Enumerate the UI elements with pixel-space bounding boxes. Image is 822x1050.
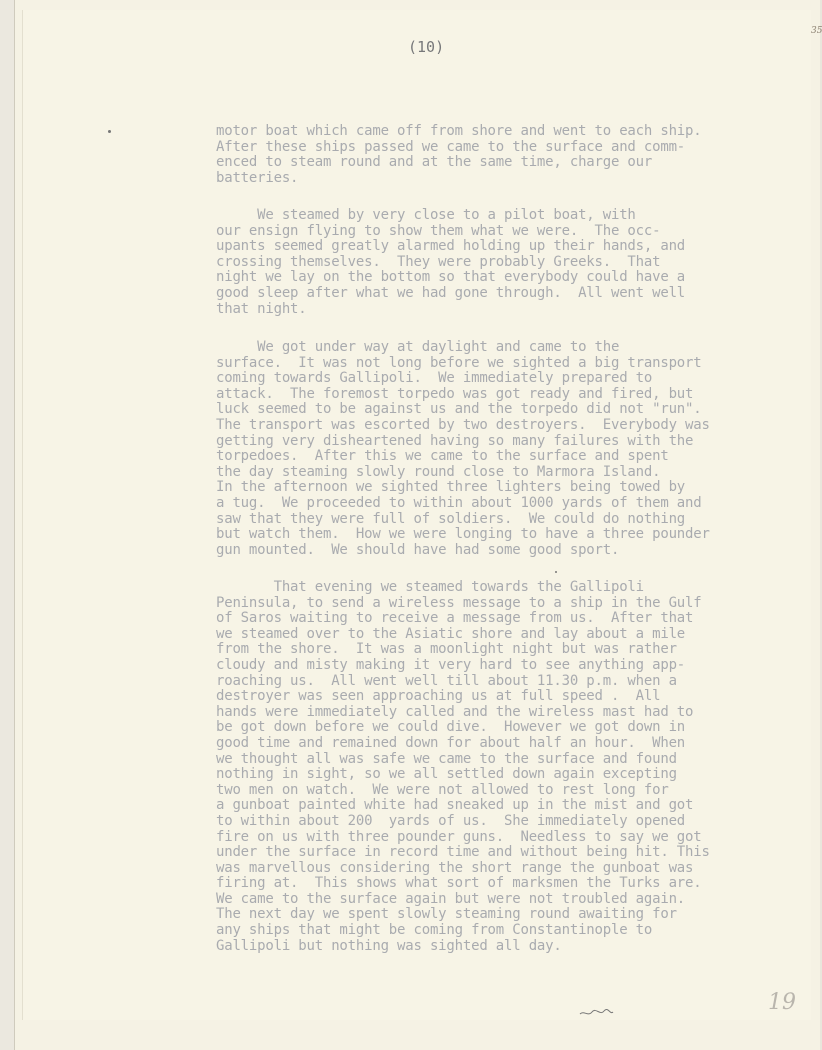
paragraph-4 (216, 580, 806, 954)
text-line: the day steaming slowly round close to Marmora Island. (216, 463, 661, 480)
text-line: a tug. We proceeded to within about 1000 yards of them and (216, 494, 702, 511)
ink-scribble-mark (578, 1008, 614, 1018)
text-line: nothing in sight, so we all settled down again excepting (216, 766, 677, 783)
text-line: night we lay on the bottom so that everybody could have a (216, 269, 686, 286)
text-line: motor boat which came off from shore and went to each ship. (216, 123, 702, 139)
pencil-page-number: 19 (768, 990, 796, 1015)
text-line: a gunboat painted white had sneaked up in the mist and got (216, 797, 694, 814)
text-line: be got down before we could dive. However we got down in (216, 719, 686, 736)
text-line: destroyer was seen approaching us at full speed . All (216, 688, 661, 705)
page-number: (10) (408, 38, 445, 56)
text-line: from the shore. It was a moonlight night but was rather (216, 641, 677, 658)
paragraph-2 (216, 208, 806, 317)
text-line: hands were immediately called and the wireless mast had to (216, 703, 694, 720)
text-line: attack. The foremost torpedo was got ready and fired, but (216, 385, 694, 402)
text-line: fire on us with three pounder guns. Needless to say we got (216, 828, 702, 845)
text-line: firing at. This shows what sort of marksmen the Turks are. (216, 875, 702, 892)
text-line: We steamed by very close to a pilot boat, with (216, 207, 636, 223)
text-line: but watch them. How we were longing to have a three pounder (216, 526, 710, 543)
archive-folio-number: 35 (811, 26, 822, 36)
text-line: batteries. (216, 169, 299, 186)
text-line: We came to the surface again but were not troubled again. (216, 890, 686, 907)
paragraph-1 (216, 124, 806, 186)
text-line: that night. (216, 300, 307, 317)
text-line: The next day we spent slowly steaming round awaiting for (216, 906, 677, 923)
text-line: upants seemed greatly alarmed holding up their hands, and (216, 238, 686, 255)
text-line: That evening we steamed towards the Gallipoli (216, 579, 644, 595)
text-line: surface. It was not long before we sighted a big transport (216, 354, 702, 371)
text-line: getting very disheartened having so many failures with the (216, 432, 694, 449)
text-line: saw that they were full of soldiers. We could do nothing (216, 510, 686, 527)
text-line: any ships that might be coming from Constantinople to (216, 922, 653, 939)
text-line: two men on watch. We were not allowed to rest long for (216, 781, 669, 798)
text-line: we thought all was safe we came to the surface and found (216, 750, 677, 767)
text-line: our ensign flying to show them what we were. The occ- (216, 222, 661, 239)
text-line: coming towards Gallipoli. We immediately prepared to (216, 370, 653, 387)
text-line: The transport was escorted by two destroyers. Everybody was (216, 416, 710, 433)
text-line: roaching us. All went well till about 11.30 p.m. when a (216, 672, 677, 689)
text-line: After these ships passed we came to the surface and comm- (216, 138, 686, 155)
paragraph-3 (216, 340, 806, 558)
text-line: under the surface in record time and without being hit. This (216, 844, 710, 861)
text-line: gun mounted. We should have had some good sport. (216, 541, 620, 558)
scan-edge (0, 0, 15, 1050)
text-line: crossing themselves. They were probably Greeks. That (216, 253, 661, 270)
text-line: torpedoes. After this we came to the surface and spent (216, 448, 669, 465)
text-line: we steamed over to the Asiatic shore and lay about a mile (216, 625, 686, 642)
text-line: enced to steam round and at the same time, charge our (216, 154, 653, 171)
text-line: to within about 200 yards of us. She immediately opened (216, 812, 686, 829)
text-line: Gallipoli but nothing was sighted all day. (216, 937, 562, 954)
ink-speck (108, 130, 111, 133)
text-line: In the afternoon we sighted three lighters being towed by (216, 479, 686, 496)
text-line: good time and remained down for about half an hour. When (216, 734, 686, 751)
text-line: We got under way at daylight and came to the (216, 339, 620, 355)
text-line: was marvellous considering the short range the gunboat was (216, 859, 694, 876)
text-line: Peninsula, to send a wireless message to a ship in the Gulf (216, 594, 702, 611)
text-line: cloudy and misty making it very hard to see anything app- (216, 656, 686, 673)
text-line: good sleep after what we had gone through. All went well (216, 284, 686, 301)
text-line: luck seemed to be against us and the torpedo did not "run". (216, 401, 702, 418)
ink-speck (555, 571, 557, 573)
text-line: of Saros waiting to receive a message from us. After that (216, 610, 694, 627)
